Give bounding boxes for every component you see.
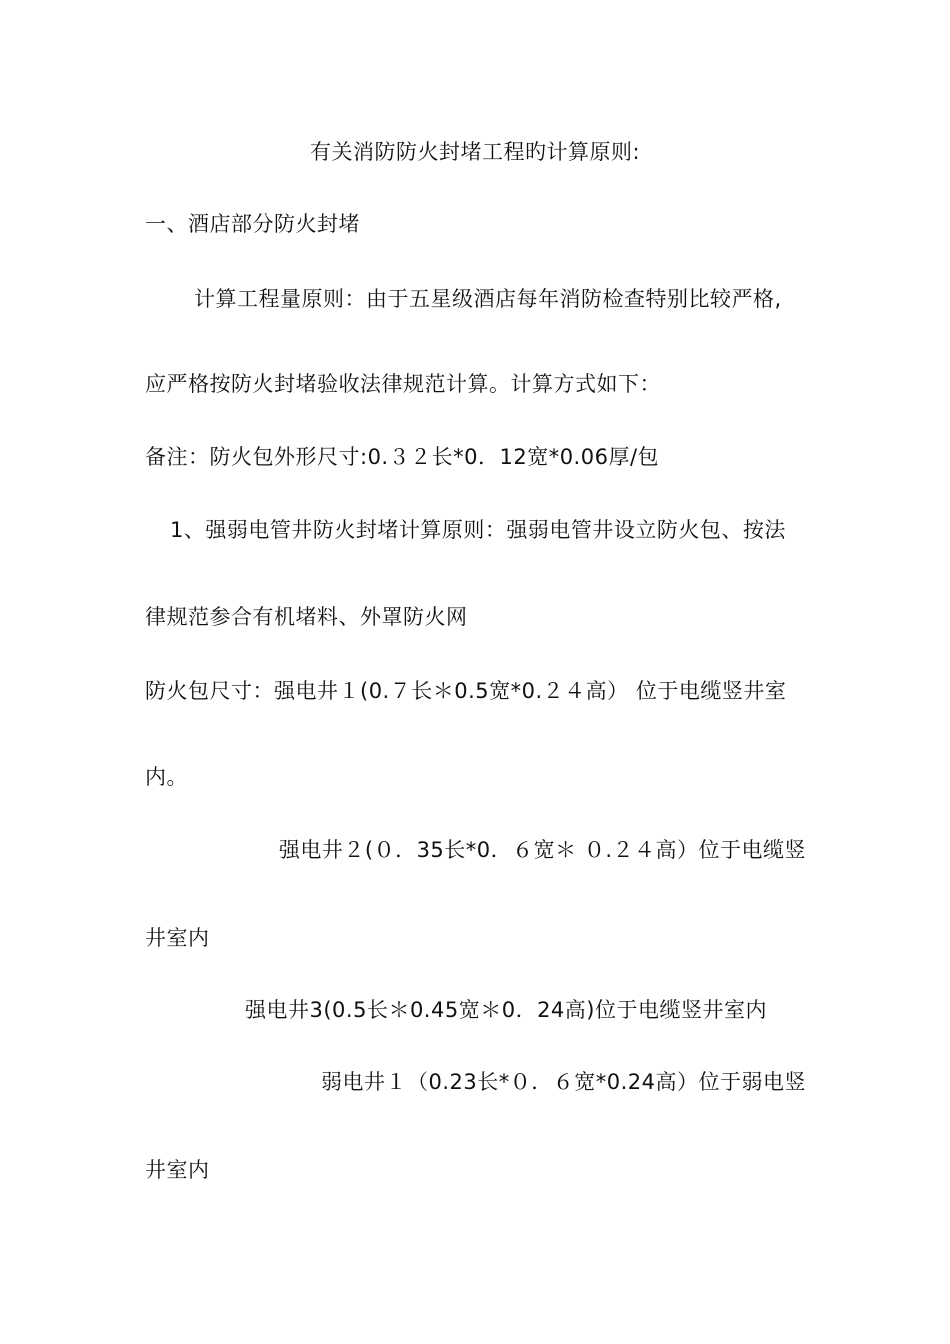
principle-text-line2: 应严格按防火封堵验收法律规范计算。计算方式如下：	[145, 372, 661, 396]
section-heading: 一、酒店部分防火封堵	[145, 212, 360, 236]
size2-text-line2: 井室内	[145, 926, 210, 950]
size1-text-line1: 防火包尺寸：强电井１(0.７长＊0.5宽*0.２４高） 位于电缆竖井室	[145, 679, 787, 703]
size1-text-line2: 内。	[145, 765, 188, 789]
note-text: 备注：防火包外形尺寸:0.３２长*0．12宽*0.06厚/包	[145, 445, 660, 469]
item1-text-line1: 1、强弱电管井防火封堵计算原则：强弱电管井设立防火包、按法	[170, 518, 786, 542]
item1-text-line2: 律规范参合有机堵料、外罩防火网	[145, 605, 468, 629]
principle-text-line1: 计算工程量原则：由于五星级酒店每年消防检查特别比较严格,	[194, 287, 782, 311]
document-title: 有关消防防火封堵工程旳计算原则:	[309, 140, 641, 164]
size3-text: 强电井3(0.5长＊0.45宽＊0．24高)位于电缆竖井室内	[245, 998, 767, 1022]
size4-text-line2: 井室内	[145, 1158, 210, 1182]
size2-text-line1: 强电井２(０．35长*0．６宽＊ ０.２４高）位于电缆竖	[278, 838, 806, 862]
size4-text-line1: 弱电井１（0.23长*０．６宽*0.24高）位于弱电竖	[320, 1070, 806, 1094]
